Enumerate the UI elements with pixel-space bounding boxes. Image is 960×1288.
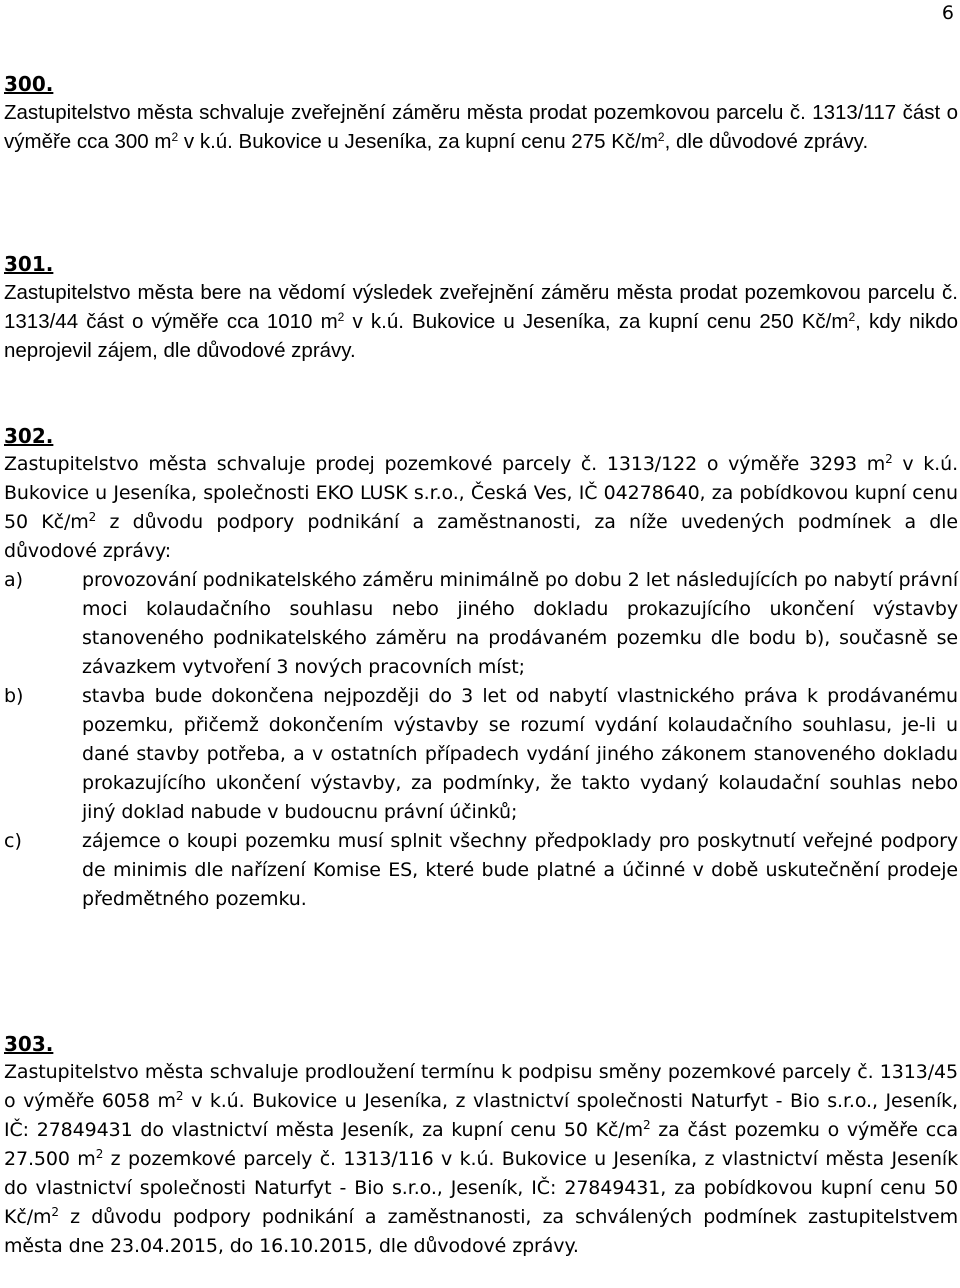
condition-text: stavba bude dokončena nejpozději do 3 let od nabytí vlastnického práva k prodávanému pozemku, přičemž dokončením výstavby se rozumí vydání kolaudačního souhlasu, je-li u dané stavby potřeba, a v ostatních případech vydání jiného zákonem stanoveného dokladu prokazujícího ukončení výstavby, za podmínky, že takto vydaný kolaudační souhlas nebo jiný doklad nabude v budoucnu právní účinků; [82,685,958,823]
resolution-text: Zastupitelstvo města bere na vědomí výsledek zveřejnění záměru města prodat pozemkovou parcelu č. 1313/44 část o výměře cca 1010 $m^2$ v k.ú. Bukovice u Jeseníka, za kupní cenu 250 $Kč/m^2$, kdy nikdo neprojevil zájem, dle důvodové zprávy. [4,281,958,362]
resolution-text: Zastupitelstvo města schvaluje prodej pozemkové parcely č. 1313/122 o výměře 3293 $m^2$ v k.ú. Bukovice u Jeseníka, společnosti EKO LUSK s.r.o., Česká Ves, IČ 04278640, za pobídkovou kupní cenu 50 $Kč/m^2$ z důvodu podpory podnikání a zaměstnanosti, za níže uvedených podmínek a dle důvodové zprávy: [4,452,959,562]
resolution-text: Zastupitelstvo města schvaluje prodloužení termínu k podpisu směny pozemkové parcely č. 1313/45 o výměře 6058 $m^2$ v k.ú. Bukovice u Jeseníka, z vlastnictví společnosti Naturfyt - Bio s.r.o., Jeseník, IČ: 27849431 do vlastnictví města Jeseník, za kupní cenu 50 $Kč/m^2$ za část pozemku o výměře cca 27.500 $m^2$ z pozemkové parcely č. 1313/116 v k.ú. Bukovice u Jeseníka, z vlastnictví města Jeseník do vlastnictví společnosti Naturfyt - Bio s.r.o., Jeseník, IČ: 27849431, za pobídkovou kupní cenu 50 $Kč/m^2$ z důvodu podpory podnikání a zaměstnanosti, za schválených podmínek zastupitelstvem města dne 23.04.2015, do 16.10.2015, dle důvodové zprávy. [4,1061,958,1257]
condition-marker: a) [4,569,24,591]
resolution-number: 301. [4,252,54,276]
condition-marker: c) [4,830,22,852]
resolution-number: 300. [4,72,54,96]
resolution-300 [4,70,958,156]
condition-item [4,682,958,827]
resolution-number: 303. [4,1032,54,1056]
condition-text: provozování podnikatelského záměru minimálně po dobu 2 let následujících po nabytí právní moci kolaudačního souhlasu nebo jiného dokladu prokazujícího ukončení výstavby stanoveného podnikatelského záměru na prodávaném pozemku dle bodu b), současně se závazkem vytvoření 3 nových pracovních míst; [82,569,958,678]
condition-item [4,827,958,914]
condition-item [4,566,958,682]
page-number: 6 [941,2,954,24]
conditions-list [4,566,958,914]
condition-marker: b) [4,685,24,707]
resolution-301 [4,250,958,365]
resolution-303 [4,1030,958,1261]
resolution-text: Zastupitelstvo města schvaluje zveřejnění záměru města prodat pozemkovou parcelu č. 1313/117 část o výměře cca 300 $m^2$ v k.ú. Bukovice u Jeseníka, za kupní cenu 275 $Kč/m^2$, dle důvodové zprávy. [4,101,958,153]
resolution-number: 302. [4,424,54,448]
resolution-302 [4,422,958,914]
condition-text: zájemce o koupi pozemku musí splnit všechny předpoklady pro poskytnutí veřejné podpory de minimis dle nařízení Komise ES, které bude platné a účinné v době uskutečnění prodeje předmětného pozemku. [82,830,958,910]
